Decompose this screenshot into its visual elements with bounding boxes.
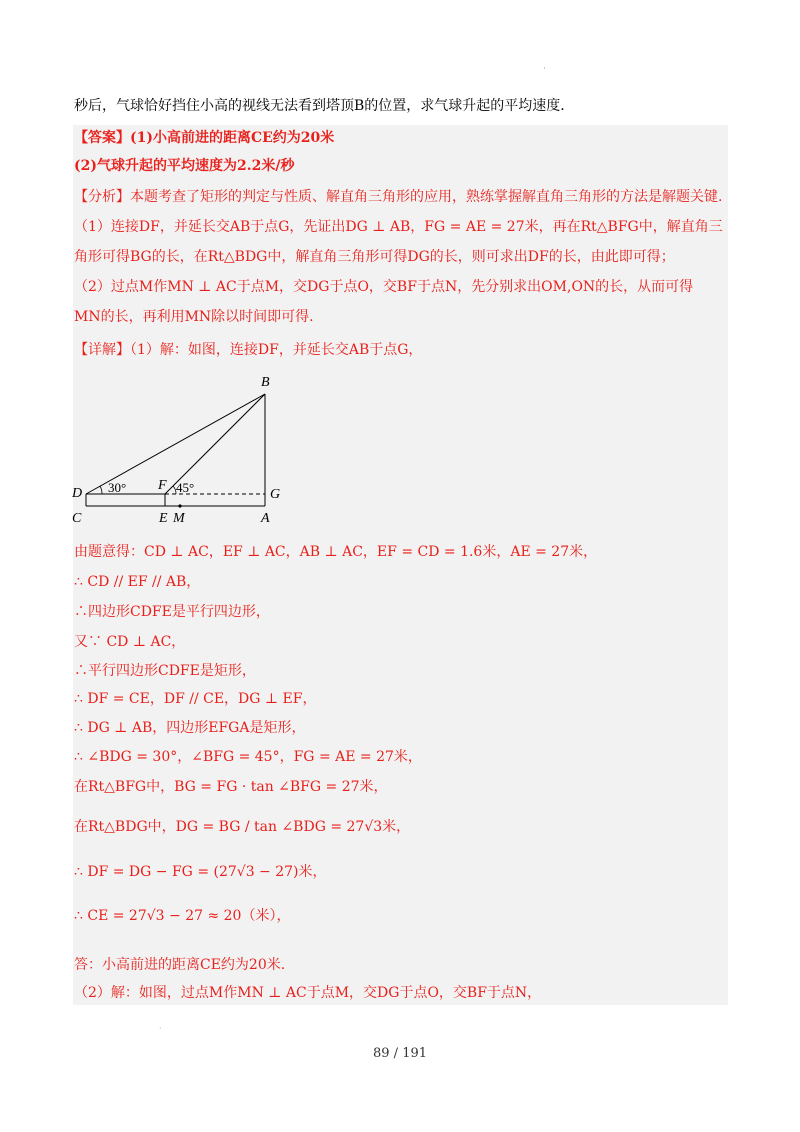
detail-step-10: 在Rt△BDG中，DG = BG / tan ∠BDG = 27√3米， [74,819,411,835]
page-sep: / [393,1046,399,1061]
page-number: 89 [372,1046,390,1061]
detail-step-7: ∴ DG ⊥ AB，四边形EFGA是矩形， [74,720,306,736]
analysis-line-1: 【分析】本题考查了矩形的判定与性质、解直角三角形的应用，熟练掌握解直角三角形的方法是解题关键. [74,189,723,205]
page-footer [0,1046,800,1061]
analysis-line-5: MN的长，再利用MN除以时间即可得. [74,309,314,325]
angle-arc-d [100,486,102,494]
point-m [178,504,181,507]
label-a: A [261,511,270,526]
detail-step-11: ∴ DF = DG − FG = (27√3 − 27)米， [74,864,327,880]
detail-step-5: ∴平行四边形CDFE是矩形， [74,663,256,679]
detail-step-8: ∴ ∠BDG = 30°，∠BFG = 45°，FG = AE = 27米， [74,749,422,765]
page-mark-lower: · [159,1024,162,1033]
label-angle-f: 45° [176,480,195,495]
detail-header: 【详解】（1）解：如图，连接DF，并延长交AB于点G， [74,342,423,358]
problem-intro [74,96,565,116]
label-f: F [158,478,167,493]
analysis-line-4: （2）过点M作MN ⊥ AC于点M，交DG于点O，交BF于点N，先分别求出OM,ON的长，从而可得 [74,279,694,295]
label-c: C [72,511,82,526]
detail-step-9: 在Rt△BFG中，BG = FG · tan ∠BFG = 27米， [74,779,388,795]
label-b: B [261,375,270,390]
detail-step-3: ∴四边形CDFE是平行四边形， [74,604,270,620]
label-m: M [173,511,185,526]
intro-text: 秒后，气球恰好挡住小高的视线无法看到塔顶B的位置，求气球升起的平均速度. [74,98,565,114]
label-g: G [270,487,281,502]
detail-step-1: 由题意得：CD ⊥ AC，EF ⊥ AC，AB ⊥ AC，EF = CD = 1.6米，AE = 27米， [74,544,598,560]
detail-step-13: 答：小高前进的距离CE约为20米. [74,957,286,973]
line-db [86,394,265,494]
detail-step-6: ∴ DF = CE，DF // CE，DG ⊥ EF， [74,691,317,707]
detail-step-12: ∴ CE = 27√3 − 27 ≈ 20（米）， [74,908,291,924]
geometry-diagram [68,370,298,530]
analysis-line-3: 角形可得BG的长，在Rt△BDG中，解直角三角形可得DG的长，则可求出DF的长，由此即可得； [74,249,675,265]
line-fb [165,394,265,494]
answer-line-1: 【答案】(1)小高前进的距离CE约为20米 [74,130,335,146]
page-mark: · [543,64,546,74]
label-e: E [159,511,168,526]
label-angle-d: 30° [108,480,127,495]
analysis-line-2: （1）连接DF，并延长交AB于点G，先证出DG ⊥ AB，FG = AE = 27米，再在Rt△BFG中，解直角三 [74,219,723,235]
answer-line-2: (2)气球升起的平均速度为2.2米/秒 [74,158,295,174]
detail-step-4: 又∵ CD ⊥ AC， [74,634,186,650]
detail-step-2: ∴ CD // EF // AB， [74,574,201,590]
label-d: D [72,486,83,501]
detail-step-14: （2）解：如图，过点M作MN ⊥ AC于点M，交DG于点O，交BF于点N， [74,985,542,1001]
page-total: 191 [402,1046,428,1061]
